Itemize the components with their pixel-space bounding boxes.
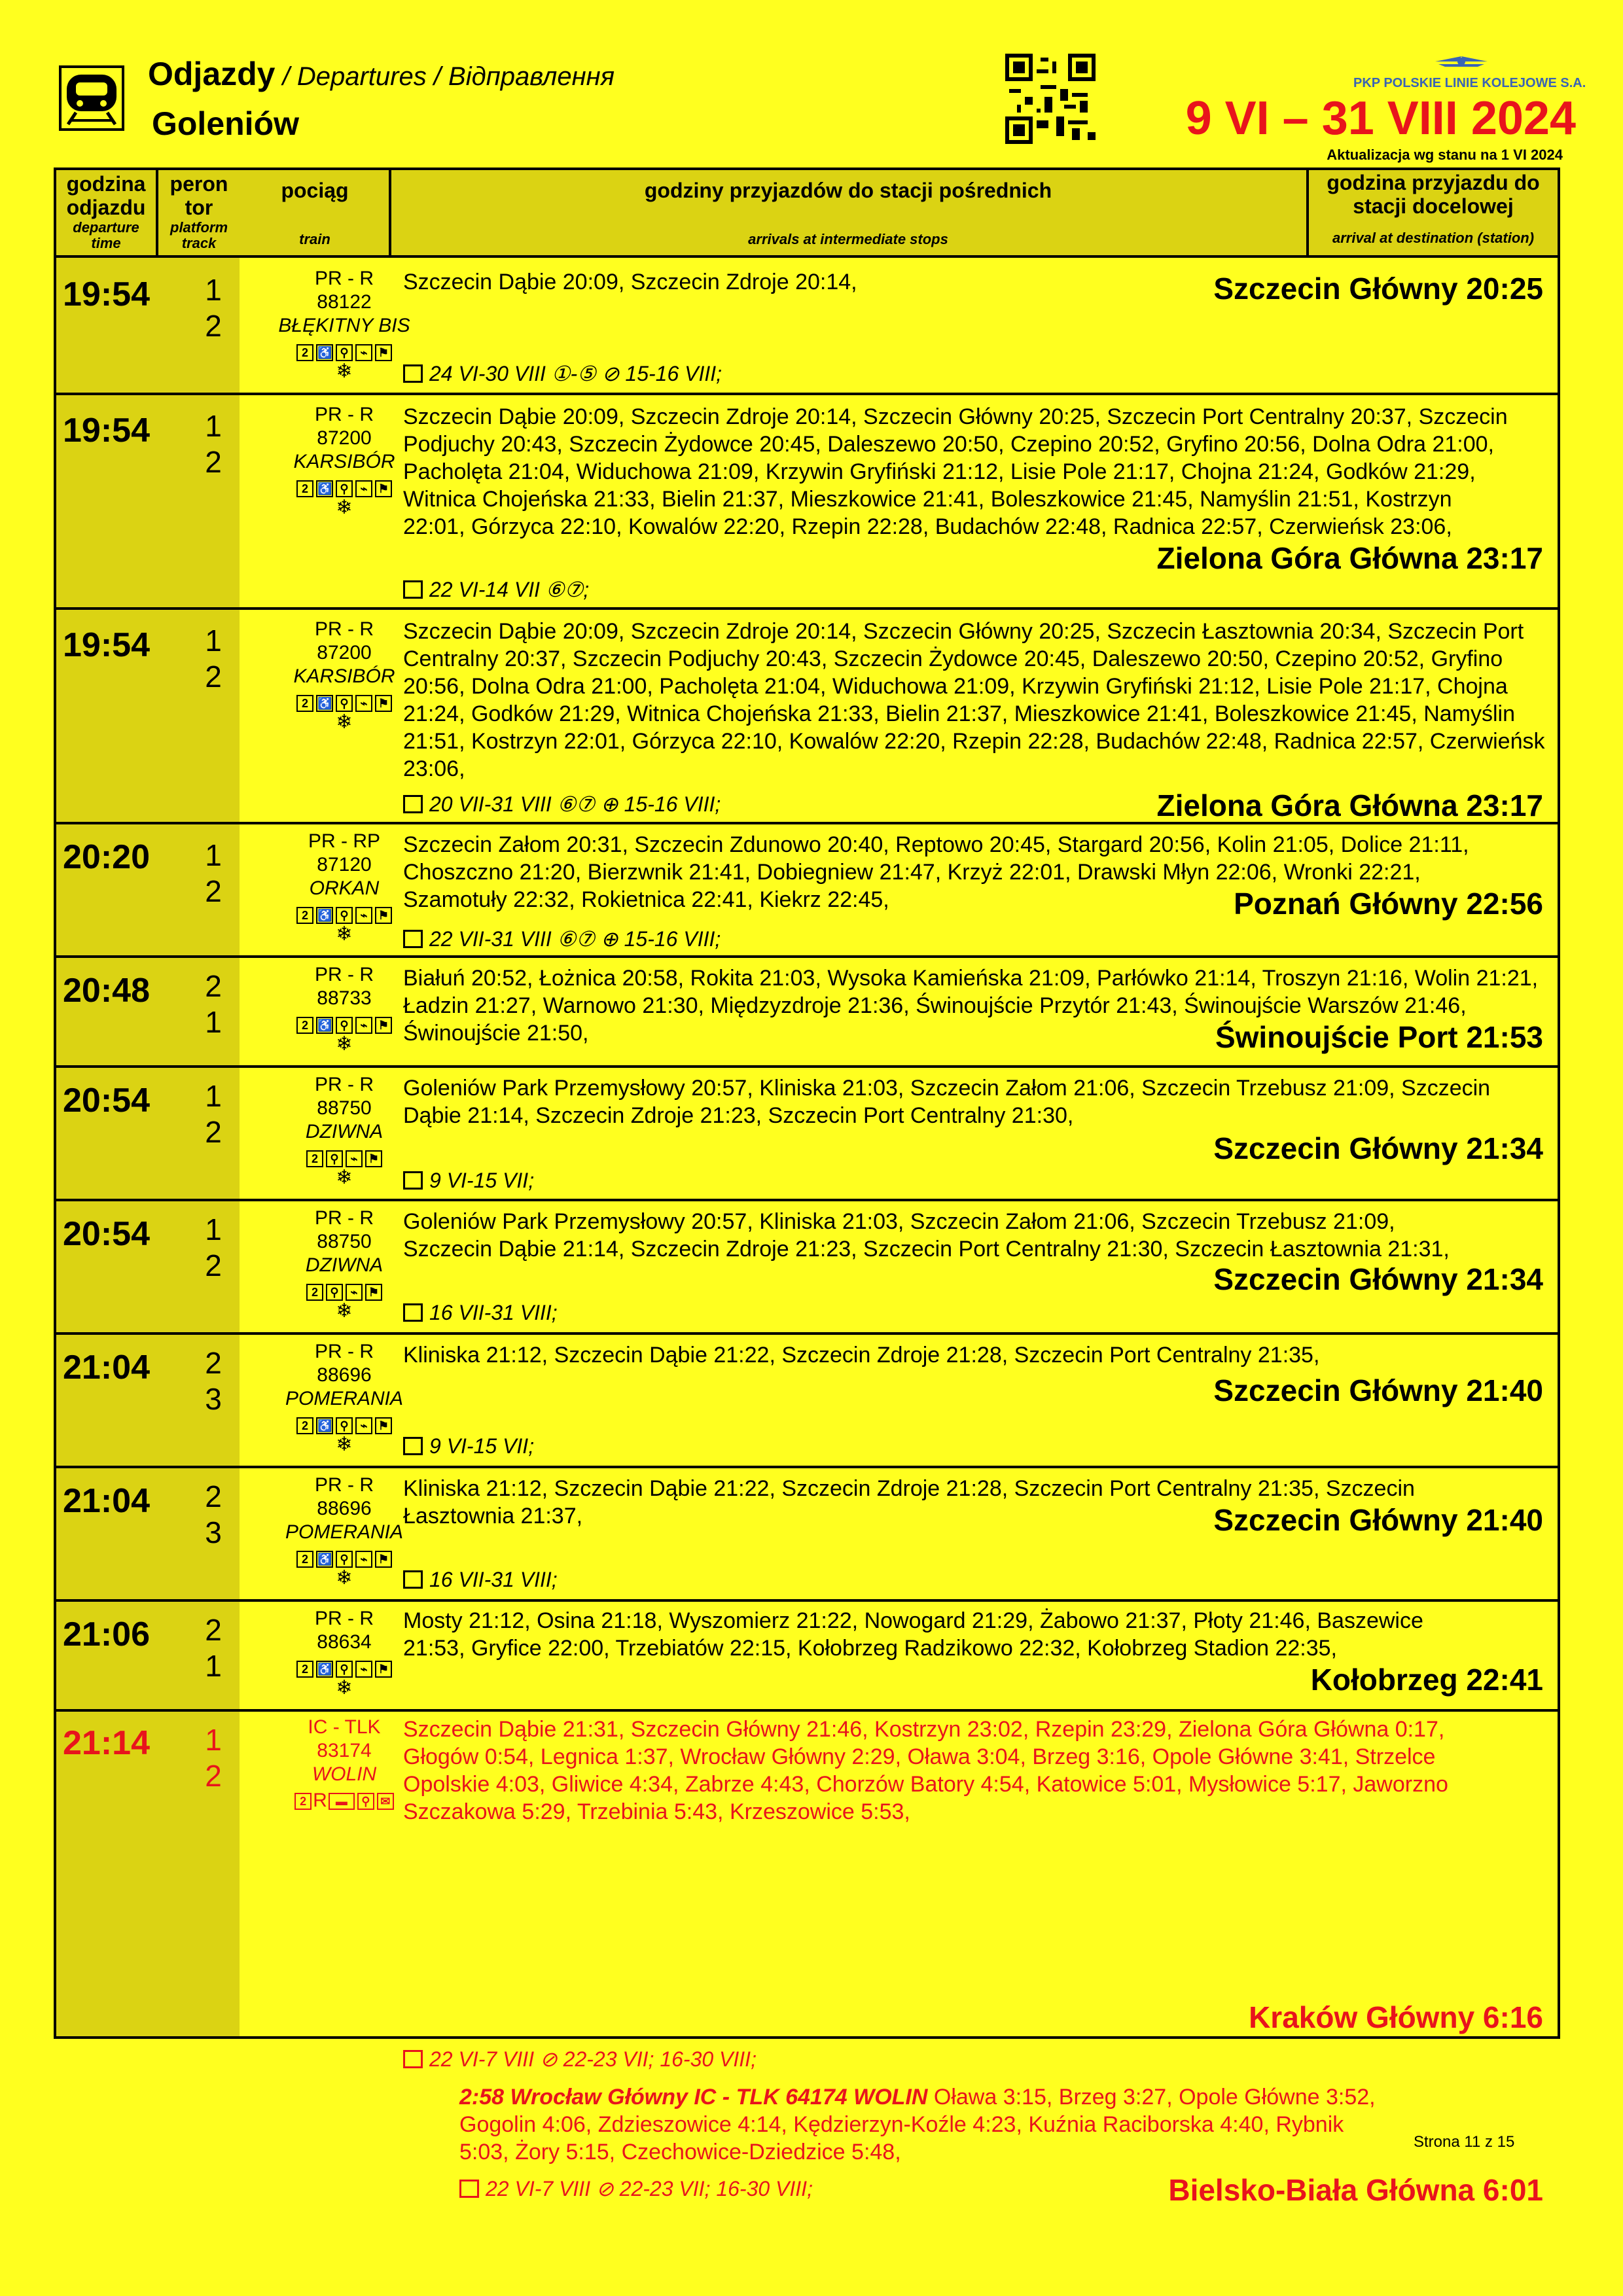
- train-amenity-icons: 2 ♿ ⚲ ⌁ ⚑: [240, 340, 449, 360]
- intermediate-stops: Szczecin Dąbie 20:09, Szczecin Zdroje 20:14,: [403, 270, 857, 294]
- destination: Szczecin Główny 21:40: [1213, 1503, 1543, 1537]
- branch-destination: Bielsko-Biała Główna 6:01: [1168, 2173, 1543, 2207]
- branch-stops: Oława 3:15, Brzeg 3:27, Opole Główne 3:52, Gogolin 4:06, Zdzieszowice 4:14, Kędzierzyn-Koźle 4:23, Kuźnia Raciborska 4:40, Rybnik 5:03, Żory 5:15, Czechowice-Dziedzice 5:48,: [459, 2085, 1376, 2164]
- platform-track: 1 2: [205, 1212, 222, 1283]
- destination: Kołobrzeg 22:41: [1310, 1663, 1543, 1697]
- branch-header: 2:58 Wrocław Główny IC - TLK 64174 WOLIN: [459, 2085, 928, 2110]
- train-amenity-icons: 2 ♿ ⚲ ⌁ ⚑: [240, 476, 449, 496]
- calendar-icon: [403, 364, 423, 383]
- operator-name: PKP POLSKIE LINIE KOLEJOWE S.A.: [1353, 76, 1586, 90]
- intermediate-stops: Białuń 20:52, Łożnica 20:58, Rokita 21:03, Wysoka Kamieńska 21:09, Parłówko 21:14, Troszyn 21:16, Wolin 21:21, Ładzin 21:27, Warnowo 21:30, Międzyzdroje 21:36, Świnoujście Przytór 21:43, Świnoujście Warszów 21:46, Świnoujście 21:50,: [403, 966, 1539, 1046]
- intermediate-stops: Goleniów Park Przemysłowy 20:57, Kliniska 21:03, Szczecin Załom 21:06, Szczecin Trzebusz 21:09, Szczecin Dąbie 21:14, Szczecin Zdroje 21:23, Szczecin Port Centralny 21:30, Szczecin Łasztownia 21:31,: [403, 1209, 1450, 1262]
- train-amenity-icons: 2 ♿ ⚲ ⌁ ⚑: [240, 691, 449, 711]
- train-info: PR - R 88733 2 ♿ ⚲ ⌁ ⚑ ❄: [240, 963, 449, 1056]
- platform-track: 1 2: [205, 273, 222, 344]
- header-train: pociąg train: [281, 179, 349, 247]
- destination: Szczecin Główny 21:40: [1213, 1373, 1543, 1407]
- departure-time: 20:54: [63, 1082, 150, 1120]
- departure-time: 19:54: [63, 275, 150, 313]
- air-conditioning-icon: ❄: [336, 497, 353, 518]
- update-note: Aktualizacja wg stanu na 1 VI 2024: [1327, 147, 1563, 163]
- header-stops: godziny przyjazdów do stacji pośrednich arrivals at intermediate stops: [644, 179, 1052, 247]
- calendar-note: 16 VII-31 VIII;: [403, 1568, 558, 1592]
- train-info: PR - R 88750 DZIWNA 2 ⚲ ⌁ ⚑ ❄: [240, 1207, 449, 1323]
- platform-track: 1 2: [205, 1079, 222, 1150]
- header-destination: godzina przyjazdu do stacji docelowej arrival at destination (station): [1327, 171, 1540, 246]
- platform-track: 2 3: [205, 1479, 222, 1550]
- calendar-icon: [403, 795, 423, 813]
- departure-time: 19:54: [63, 626, 150, 664]
- platform-track: 1 2: [205, 838, 222, 909]
- train-amenity-icons: 2 ⚲ ⌁ ⚑: [240, 1146, 449, 1166]
- train-info: PR - R 88750 DZIWNA 2 ⚲ ⌁ ⚑ ❄: [240, 1073, 449, 1190]
- intermediate-stops: Goleniów Park Przemysłowy 20:57, Kliniska 21:03, Szczecin Załom 21:06, Szczecin Trzebusz 21:09, Szczecin Dąbie 21:14, Szczecin Zdroje 21:23, Szczecin Port Centralny 21:30,: [403, 1076, 1491, 1128]
- intermediate-stops: Szczecin Dąbie 20:09, Szczecin Zdroje 20:14, Szczecin Główny 20:25, Szczecin Łasztownia 20:34, Szczecin Port Centralny 20:37, Szczecin Podjuchy 20:43, Szczecin Żydowce 20:45, Daleszewo 20:50, Czepino 20:52, Gryfino 20:56, Dolna Odra 21:00, Pacholęta 21:04, Widuchowa 21:09, Krzywin Gryfiński 21:12, Lisie Pole 21:17, Chojna 21:24, Godków 21:29, Witnica Chojeńska 21:33, Bielin 21:37, Mieszkowice 21:41, Boleszkowice 21:45, Namyślin 21:51, Kostrzyn 22:01, Górzyca 22:10, Kowalów 22:20, Rzepin 22:28, Budachów 22:48, Radnica 22:57, Czerwieńsk 23:06,: [403, 619, 1545, 781]
- calendar-icon: [403, 580, 423, 599]
- page-title: Odjazdy / Departures / Відправлення: [148, 56, 615, 92]
- intermediate-stops: Mosty 21:12, Osina 21:18, Wyszomierz 21:22, Nowogard 21:29, Żabowo 21:37, Płoty 21:46, Baszewice 21:53, Gryfice 22:00, Trzebiatów 22:15, Kołobrzeg Radzikowo 22:32, Kołobrzeg Stadion 22:35,: [403, 1608, 1423, 1661]
- calendar-note: 20 VII-31 VIII ⑥⑦ ⊕ 15-16 VIII;: [403, 792, 721, 817]
- calendar-icon: [403, 2050, 423, 2068]
- train-amenity-icons: 2 ♿ ⚲ ⌁ ⚑: [240, 1013, 449, 1033]
- header-time: godzina odjazdu departure time: [66, 172, 146, 252]
- intermediate-stops: Kliniska 21:12, Szczecin Dąbie 21:22, Szczecin Zdroje 21:28, Szczecin Port Centralny 21:35, Szczecin Łasztownia 21:37,: [403, 1476, 1415, 1528]
- train-amenity-icons: 2 ♿ ⚲ ⌁ ⚑: [240, 1547, 449, 1566]
- air-conditioning-icon: ❄: [336, 1567, 353, 1589]
- station-name: Goleniów: [152, 105, 299, 142]
- train-info: PR - R 87200 KARSIBÓR 2 ♿ ⚲ ⌁ ⚑ ❄: [240, 618, 449, 734]
- train-info: PR - RP 87120 ORKAN 2 ♿ ⚲ ⌁ ⚑ ❄: [240, 830, 449, 946]
- destination: Świnoujście Port 21:53: [1215, 1020, 1543, 1054]
- destination: Kraków Główny 6:16: [1249, 2000, 1543, 2034]
- train-amenity-icons: 2 R ▬ ⚲ ✉: [240, 1789, 449, 1809]
- departure-time: 20:20: [63, 838, 150, 876]
- branch-section: [459, 2083, 1389, 2166]
- page-number: Strona 11 z 15: [1414, 2133, 1515, 2151]
- train-info: PR - R 88696 POMERANIA 2 ♿ ⚲ ⌁ ⚑ ❄: [240, 1474, 449, 1590]
- train-amenity-icons: 2 ♿ ⚲ ⌁ ⚑: [240, 1413, 449, 1433]
- platform-track: 2 1: [205, 969, 222, 1040]
- destination: Poznań Główny 22:56: [1234, 887, 1543, 921]
- calendar-icon: [403, 930, 423, 948]
- air-conditioning-icon: ❄: [336, 711, 353, 733]
- calendar-icon: [459, 2180, 479, 2198]
- destination: Szczecin Główny 21:34: [1213, 1262, 1543, 1296]
- train-amenity-icons: 2 ♿ ⚲ ⌁ ⚑: [240, 903, 449, 923]
- calendar-note: 24 VI-30 VIII ①-⑤ ⊘ 15-16 VIII;: [403, 361, 722, 386]
- intermediate-stops: Szczecin Załom 20:31, Szczecin Zdunowo 20:40, Reptowo 20:45, Stargard 20:56, Kolin 21:05, Dolice 21:11, Choszczno 21:20, Bierzwnik 21:41, Dobiegniew 21:47, Krzyż 22:01, Drawski Młyn 22:06, Wronki 22:21, Szamotuły 22:32, Rokietnica 22:41, Kiekrz 22:45,: [403, 832, 1469, 912]
- platform-track: 2 3: [205, 1346, 222, 1417]
- platform-track: 2 1: [205, 1613, 222, 1684]
- train-info: PR - R 88696 POMERANIA 2 ♿ ⚲ ⌁ ⚑ ❄: [240, 1340, 449, 1457]
- air-conditioning-icon: ❄: [336, 1677, 353, 1699]
- train-info: PR - R 88122 BŁĘKITNY BIS 2 ♿ ⚲ ⌁ ⚑ ❄: [240, 267, 449, 383]
- calendar-note: 22 VI-14 VII ⑥⑦;: [403, 577, 589, 602]
- departure-time: 19:54: [63, 412, 150, 450]
- intermediate-stops: Szczecin Dąbie 20:09, Szczecin Zdroje 20:14, Szczecin Główny 20:25, Szczecin Port Centralny 20:37, Szczecin Podjuchy 20:43, Szczecin Żydowce 20:45, Daleszewo 20:50, Czepino 20:52, Gryfino 20:56, Dolna Odra 21:00, Pacholęta 21:04, Widuchowa 21:09, Krzywin Gryfiński 21:12, Lisie Pole 21:17, Chojna 21:24, Godków 21:29, Witnica Chojeńska 21:33, Bielin 21:37, Mieszkowice 21:41, Boleszkowice 21:45, Namyślin 21:51, Kostrzyn 22:01, Górzyca 22:10, Kowalów 22:20, Rzepin 22:28, Budachów 22:48, Radnica 22:57, Czerwieńsk 23:06,: [403, 404, 1508, 539]
- destination: Szczecin Główny 21:34: [1213, 1131, 1543, 1165]
- intermediate-stops: Szczecin Dąbie 21:31, Szczecin Główny 21:46, Kostrzyn 23:02, Rzepin 23:29, Zielona Góra Główna 0:17, Głogów 0:54, Legnica 1:37, Wrocław Główny 2:29, Oława 3:04, Brzeg 3:16, Opole Główne 3:41, Strzelce Opolskie 4:03, Gliwice 4:34, Zabrze 4:43, Chorzów Batory 4:54, Katowice 5:01, Mysłowice 5:17, Jaworzno Szczakowa 5:29, Trzebinia 5:43, Krzeszowice 5:53,: [403, 1717, 1448, 1824]
- platform-track: 1 2: [205, 624, 222, 694]
- calendar-note: 16 VII-31 VIII;: [403, 1301, 558, 1325]
- train-info: PR - R 87200 KARSIBÓR 2 ♿ ⚲ ⌁ ⚑ ❄: [240, 403, 449, 520]
- calendar-note: 9 VI-15 VII;: [403, 1169, 534, 1193]
- departure-time: 20:48: [63, 972, 150, 1010]
- train-amenity-icons: 2 ⚲ ⌁ ⚑: [240, 1280, 449, 1299]
- train-info: IC - TLK 83174 WOLIN 2 R ▬ ⚲ ✉: [240, 1716, 449, 1809]
- departure-time: 21:14: [63, 1724, 150, 1762]
- calendar-icon: [403, 1171, 423, 1190]
- air-conditioning-icon: ❄: [336, 1434, 353, 1455]
- header-platform: peron tor platform track: [169, 172, 228, 252]
- calendar-note: 22 VI-7 VIII ⊘ 22-23 VII; 16-30 VIII;: [403, 2047, 757, 2072]
- air-conditioning-icon: ❄: [336, 923, 353, 945]
- departure-time: 20:54: [63, 1215, 150, 1253]
- calendar-note: 9 VI-15 VII;: [403, 1434, 534, 1458]
- calendar-icon: [403, 1570, 423, 1589]
- calendar-icon: [403, 1303, 423, 1322]
- intermediate-stops: Kliniska 21:12, Szczecin Dąbie 21:22, Szczecin Zdroje 21:28, Szczecin Port Centralny 21:35,: [403, 1343, 1320, 1368]
- train-amenity-icons: 2 ♿ ⚲ ⌁ ⚑: [240, 1657, 449, 1676]
- air-conditioning-icon: ❄: [336, 1300, 353, 1322]
- validity-period: 9 VI – 31 VIII 2024: [1185, 92, 1576, 145]
- air-conditioning-icon: ❄: [336, 1033, 353, 1055]
- platform-track: 1 2: [205, 409, 222, 480]
- platform-track: 1 2: [205, 1723, 222, 1793]
- destination: Zielona Góra Główna 23:17: [1156, 541, 1543, 575]
- calendar-note: 22 VII-31 VIII ⑥⑦ ⊕ 15-16 VIII;: [403, 927, 721, 951]
- departure-time: 21:04: [63, 1482, 150, 1520]
- train-icon: [59, 65, 124, 131]
- air-conditioning-icon: ❄: [336, 361, 353, 382]
- train-info: PR - R 88634 2 ♿ ⚲ ⌁ ⚑ ❄: [240, 1607, 449, 1700]
- calendar-icon: [403, 1437, 423, 1455]
- air-conditioning-icon: ❄: [336, 1167, 353, 1188]
- branch-calendar-note: 22 VI-7 VIII ⊘ 22-23 VII; 16-30 VIII;: [459, 2176, 813, 2201]
- destination: Szczecin Główny 20:25: [1213, 272, 1543, 306]
- departure-time: 21:06: [63, 1616, 150, 1653]
- destination: Zielona Góra Główna 23:17: [1156, 788, 1543, 822]
- departure-time: 21:04: [63, 1349, 150, 1386]
